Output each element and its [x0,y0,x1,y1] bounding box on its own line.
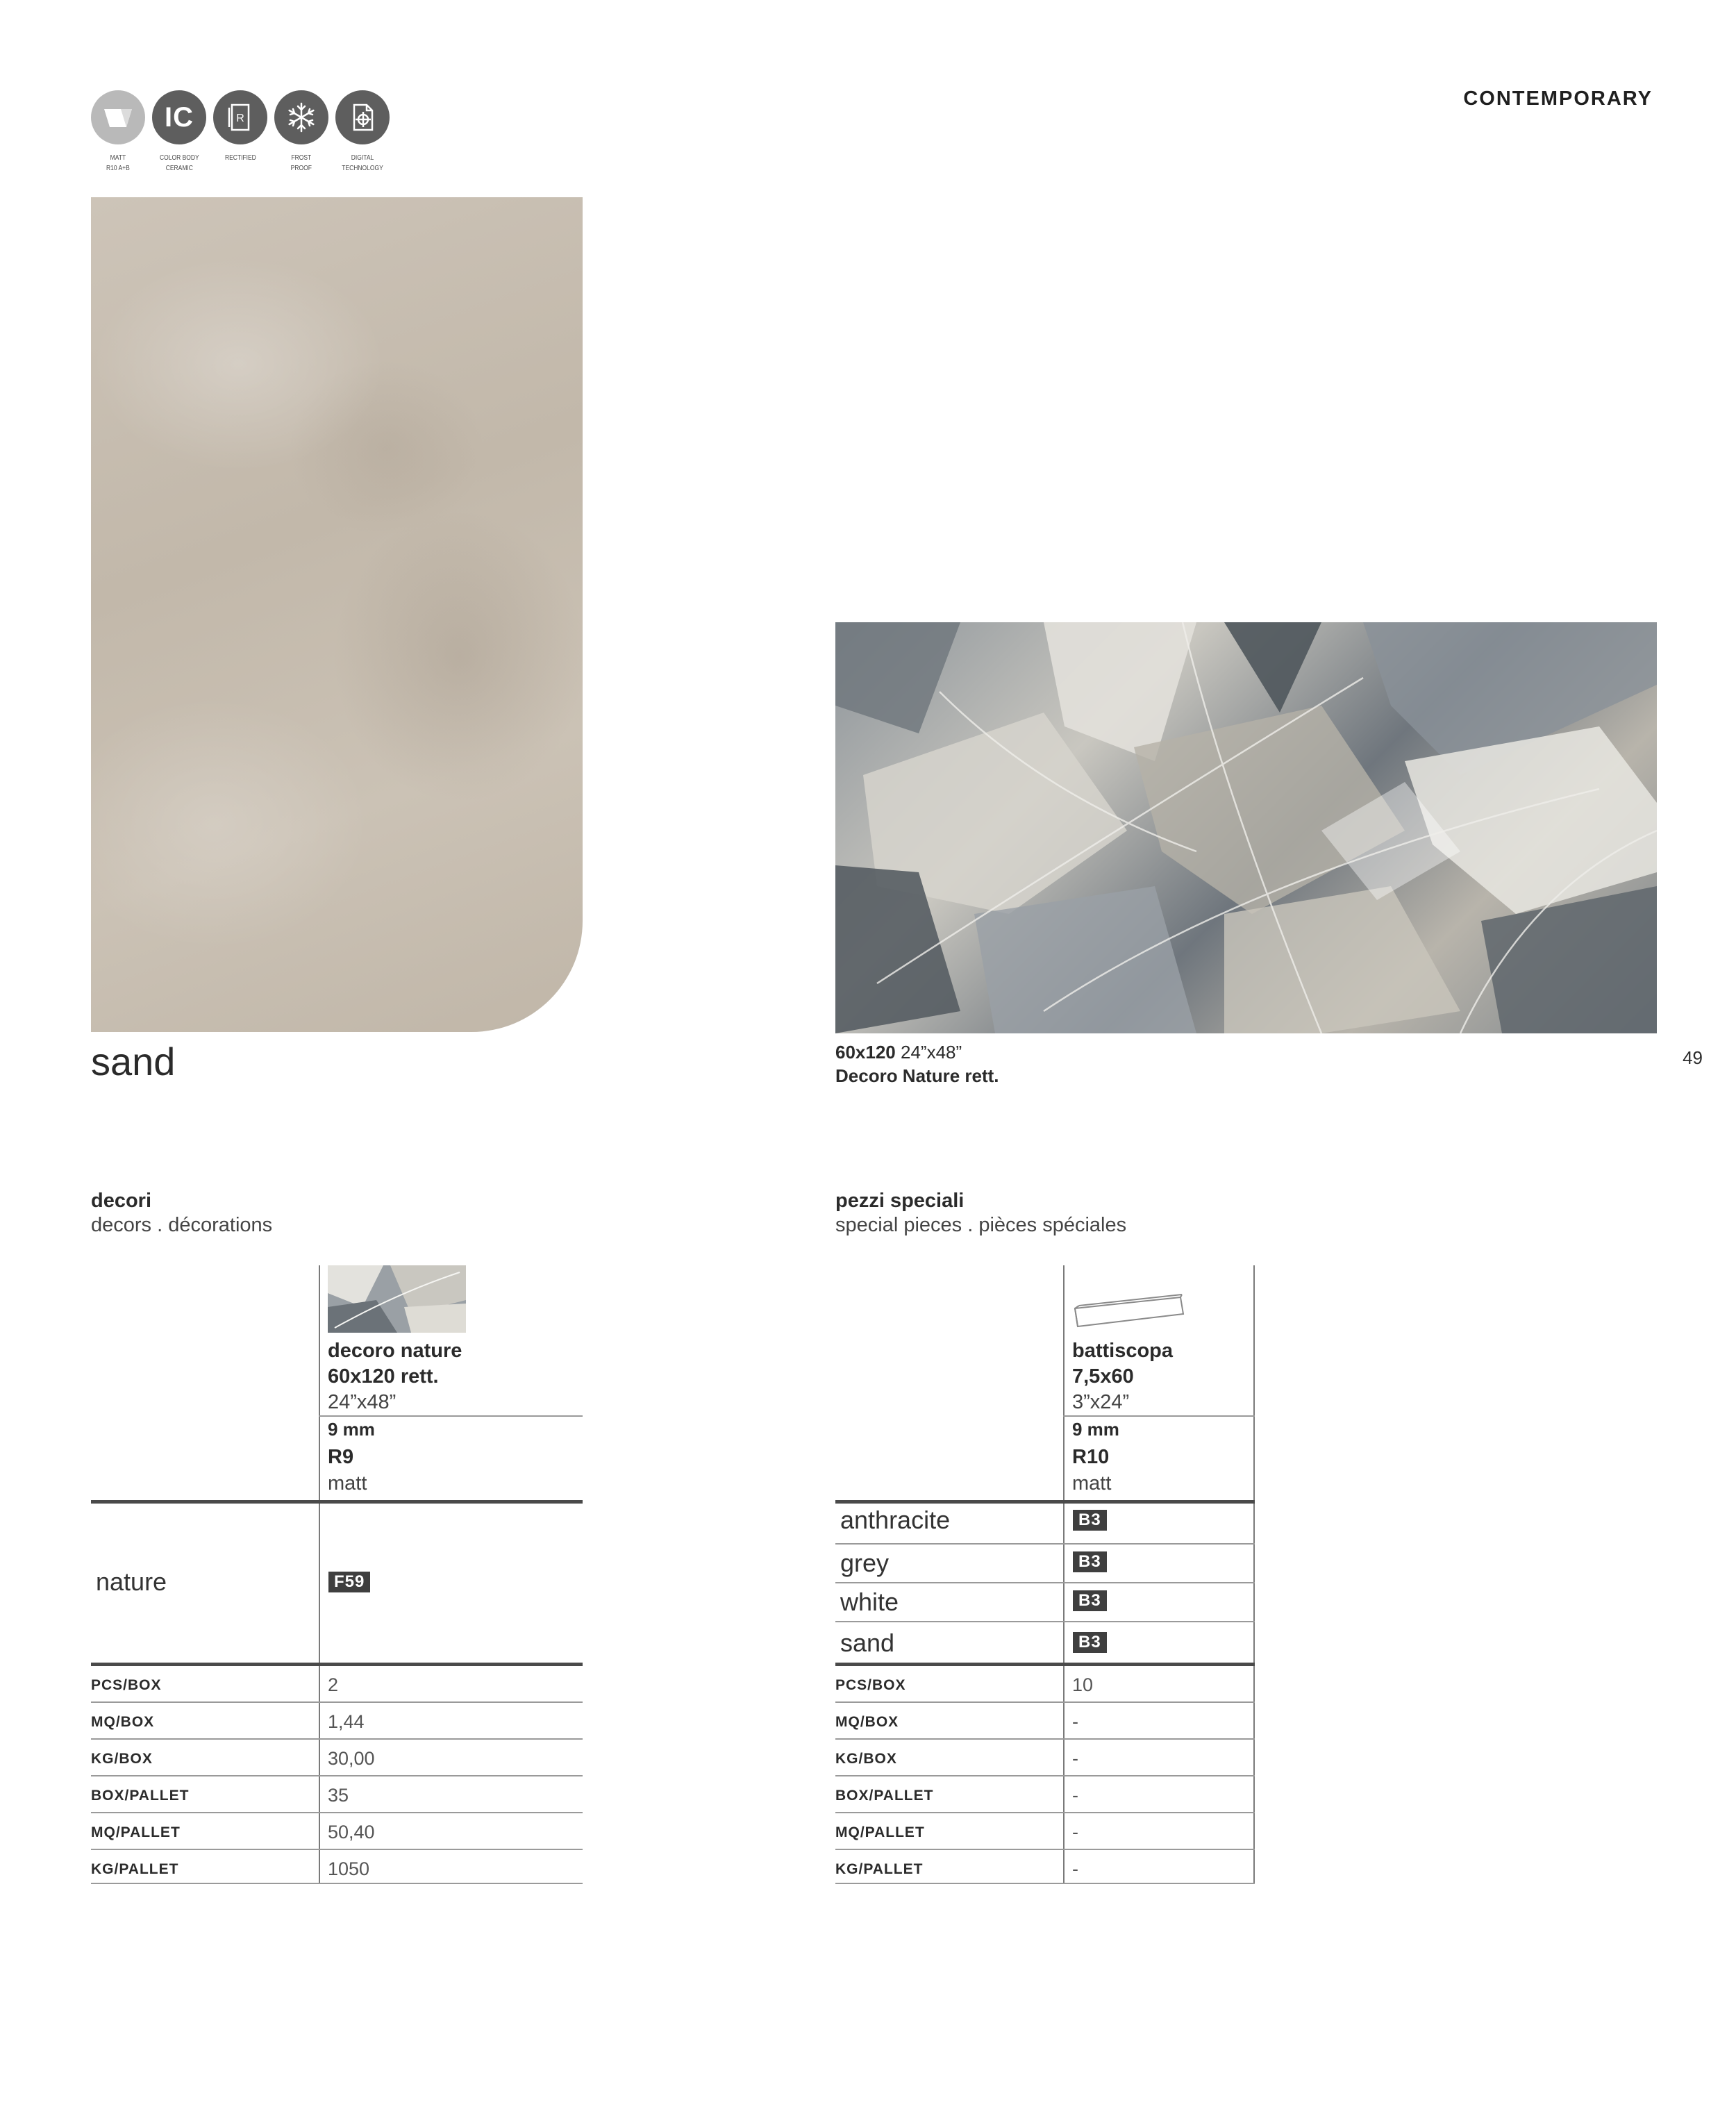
packing-label: KG/PALLET [835,1861,924,1877]
divider [835,1701,1255,1703]
divider [835,1543,1255,1545]
pezzi-code-badge: B3 [1073,1590,1107,1611]
packing-label: KG/PALLET [91,1861,179,1877]
decori-finish: matt [328,1472,367,1495]
pezzi-color-white: white [840,1588,899,1616]
feature-color-body [152,90,206,174]
collection-name: CONTEMPORARY [1463,88,1653,110]
rectified-icon [213,90,267,144]
pezzi-color-anthracite: anthracite [840,1506,951,1534]
feature-label: FROST PROOF [290,154,312,172]
packing-value: 50,40 [328,1822,375,1842]
feature-label: DIGITAL TECHNOLOGY [342,154,383,172]
feature-label: RECTIFIED [224,154,256,162]
packing-value: 30,00 [328,1748,375,1769]
packing-value: 1050 [328,1858,370,1879]
packing-label: PCS/BOX [835,1677,906,1693]
packing-value: 2 [328,1674,339,1695]
pezzi-finish: matt [1072,1472,1112,1495]
packing-label: MQ/BOX [835,1714,899,1730]
pezzi-table [0,1265,1389,1890]
packing-label: PCS/BOX [91,1677,162,1693]
packing-label: MQ/BOX [91,1714,155,1730]
divider [835,1663,1255,1666]
pezzi-code-badge: B3 [1073,1632,1107,1653]
decori-title: decori [91,1190,152,1212]
feature-matt [91,90,145,174]
pezzi-color-grey: grey [840,1549,890,1577]
packing-label: BOX/PALLET [835,1788,934,1804]
divider [835,1883,1255,1884]
divider [835,1849,1255,1850]
decori-product-size-imperial: 24”x48” [328,1391,397,1413]
pezzi-title: pezzi speciali [835,1190,965,1212]
pezzi-code-badge: B3 [1073,1510,1107,1531]
packing-value: - [1072,1785,1078,1806]
pezzi-color-sand: sand [840,1629,895,1657]
matt-surface-icon [91,90,145,144]
packing-label: BOX/PALLET [91,1788,190,1804]
pezzi-product-size: 7,5x60 [1072,1365,1134,1388]
feature-label: COLOR BODY CERAMIC [159,154,199,172]
packing-value: - [1072,1822,1078,1842]
feature-frost-proof [274,90,328,174]
tile-color-name: sand [91,1040,176,1083]
packing-value: 1,44 [328,1711,365,1732]
feature-icons [91,90,390,174]
packing-label: KG/BOX [835,1751,897,1767]
packing-value: - [1072,1858,1078,1879]
page-number: 49 [1683,1047,1703,1068]
snowflake-icon [274,90,328,144]
decori-color-nature: nature [96,1567,167,1596]
decor-nature-image [835,622,1657,1033]
digital-technology-icon [335,90,390,144]
pezzi-slip-rating: R10 [1072,1446,1110,1468]
packing-value: - [1072,1748,1078,1769]
decori-thickness: 9 mm [328,1419,375,1440]
decor-image-caption-size [835,1042,962,1063]
packing-value: 10 [1072,1674,1094,1695]
decor-image-caption-name: Decoro Nature rett. [835,1065,999,1086]
battiscopa-icon [1072,1293,1187,1331]
pezzi-subtitle: special pieces . pièces spéciales [835,1214,1127,1236]
pezzi-product-name: battiscopa [1072,1340,1174,1362]
packing-value: 35 [328,1785,349,1806]
decori-slip-rating: R9 [328,1446,354,1468]
packing-label: MQ/PALLET [835,1824,925,1840]
divider [835,1738,1255,1740]
tile-swatch-image [91,197,583,1032]
decor-size-imperial: 24”x48” [901,1042,962,1063]
divider [835,1812,1255,1813]
decori-subtitle: decors . décorations [91,1214,273,1236]
divider [835,1582,1255,1583]
pezzi-code-badge: B3 [1073,1551,1107,1572]
divider [835,1621,1255,1622]
packing-label: KG/BOX [91,1751,153,1767]
divider [835,1500,1255,1504]
divider [835,1775,1255,1776]
decori-product-size: 60x120 rett. [328,1365,439,1388]
packing-value: - [1072,1711,1078,1732]
feature-digital [335,90,390,174]
feature-label: MATT R10 A+B [106,154,130,172]
pezzi-product-size-imperial: 3”x24” [1072,1391,1130,1413]
pezzi-thickness: 9 mm [1072,1419,1119,1440]
decor-size-metric: 60x120 [835,1042,896,1063]
packing-label: MQ/PALLET [91,1824,181,1840]
feature-rectified [213,90,267,174]
decori-code-badge: F59 [328,1572,370,1592]
rectified-symbol: R [236,113,244,124]
color-body-ceramic-icon: IC [152,90,206,144]
pezzi-right-border [1253,1265,1255,1883]
pezzi-column-divider [1063,1265,1065,1883]
decori-product-name: decoro nature [328,1340,462,1362]
